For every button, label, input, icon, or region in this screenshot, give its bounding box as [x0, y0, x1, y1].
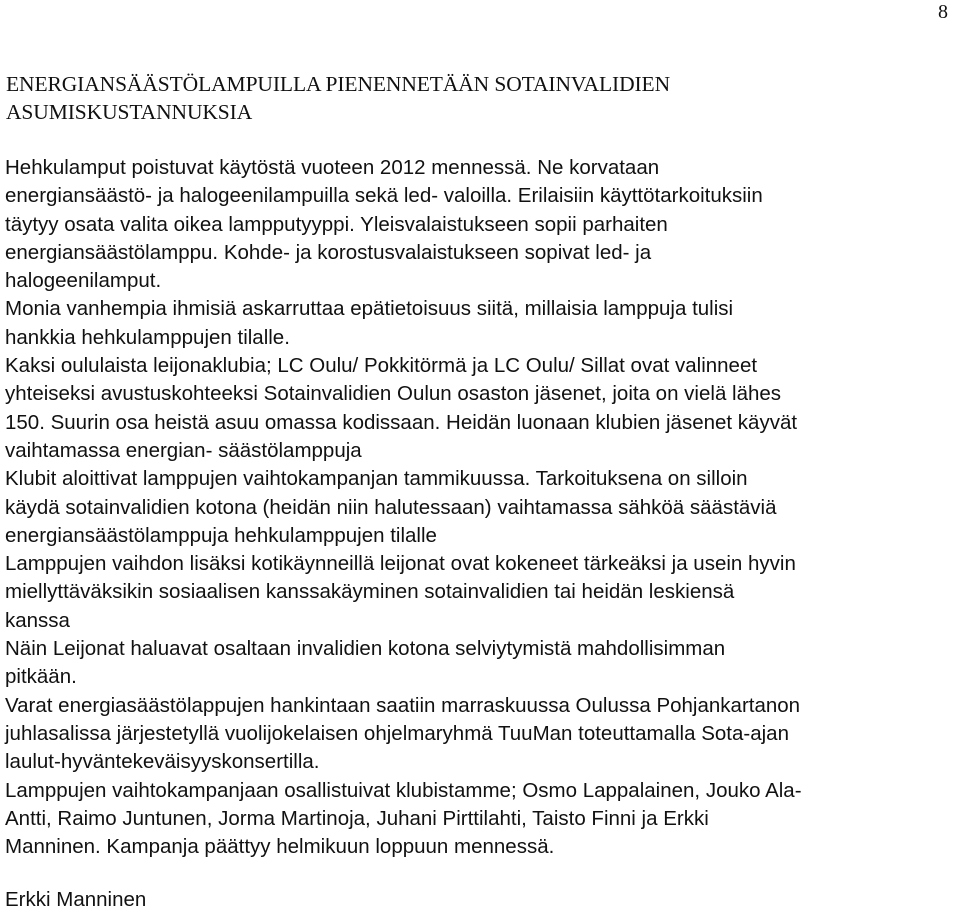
body-line: Lamppujen vaihdon lisäksi kotikäynneillä leijonat ovat kokeneet tärkeäksi ja usein hyvin — [5, 552, 796, 576]
body-line: Näin Leijonat haluavat osaltaan invalidien kotona selviytymistä mahdollisimman — [5, 637, 726, 661]
body-line: laulut-hyväntekeväisyyskonsertilla. — [5, 750, 320, 774]
article-title — [6, 70, 946, 126]
title-line-2: ASUMISKUSTANNUKSIA — [6, 100, 253, 124]
body-line: Manninen. Kampanja päättyy helmikuun loppuun mennessä. — [5, 835, 555, 859]
body-line: Klubit aloittivat lamppujen vaihtokampanjan tammikuussa. Tarkoituksena on silloin — [5, 467, 748, 491]
body-line: käydä sotainvalidien kotona (heidän niin halutessaan) vaihtamassa sähköä säästäviä — [5, 495, 777, 519]
body-line: Antti, Raimo Juntunen, Jorma Martinoja, Juhani Pirttilahti, Taisto Finni ja Erkki — [5, 806, 709, 830]
body-line: kanssa — [5, 608, 70, 632]
body-line: miellyttäväksikin sosiaalisen kanssakäyminen sotainvalidien tai heidän leskiensä — [5, 580, 735, 604]
body-line: halogeenilamput. — [5, 269, 162, 293]
body-line: täytyy osata valita oikea lampputyyppi. Yleisvalaistukseen sopii parhaiten — [5, 212, 668, 236]
body-line: energiansäästölamppu. Kohde- ja korostusvalaistukseen sopivat led- ja — [5, 240, 652, 264]
body-line: Monia vanhempia ihmisiä askarruttaa epätietoisuus siitä, millaisia lamppuja tulisi — [5, 297, 734, 321]
body-line: pitkään. — [5, 665, 77, 689]
body-line: yhteiseksi avustuskohteeksi Sotainvalidien Oulun osaston jäsenet, joita on vielä lähes — [5, 382, 782, 406]
body-line: vaihtamassa energian- säästölamppuja — [5, 438, 362, 462]
body-line: 150. Suurin osa heistä asuu omassa kodissaan. Heidän luonaan klubien jäsenet käyvät — [5, 410, 798, 434]
body-line: Varat energiasäästölappujen hankintaan saatiin marraskuussa Oulussa Pohjankartanon — [5, 693, 801, 717]
body-line: Hehkulamput poistuvat käytöstä vuoteen 2012 mennessä. Ne korvataan — [5, 156, 660, 179]
page-number: 8 — [938, 1, 948, 23]
body-line: hankkia hehkulamppujen tilalle. — [5, 325, 290, 349]
body-line: energiansäästö- ja halogeenilampuilla sekä led- valoilla. Erilaisiin käyttötarkoituksiin — [5, 184, 763, 208]
body-line: energiansäästölamppuja hehkulamppujen tilalle — [5, 523, 437, 547]
author-signature: Erkki Manninen — [5, 888, 147, 911]
body-line: juhlasalissa järjestetyllä vuolijokelaisen ohjelmaryhmä TuuMan toteuttamalla Sota-ajan — [5, 721, 789, 745]
body-line: Lamppujen vaihtokampanjaan osallistuivat klubistamme; Osmo Lappalainen, Jouko Ala- — [5, 778, 802, 802]
body-line: Kaksi oululaista leijonaklubia; LC Oulu/ Pokkitörmä ja LC Oulu/ Sillat ovat valinneet — [5, 354, 758, 378]
article-body — [5, 154, 955, 861]
title-line-1: ENERGIANSÄÄSTÖLAMPUILLA PIENENNETÄÄN SOTAINVALIDIEN — [6, 72, 671, 96]
